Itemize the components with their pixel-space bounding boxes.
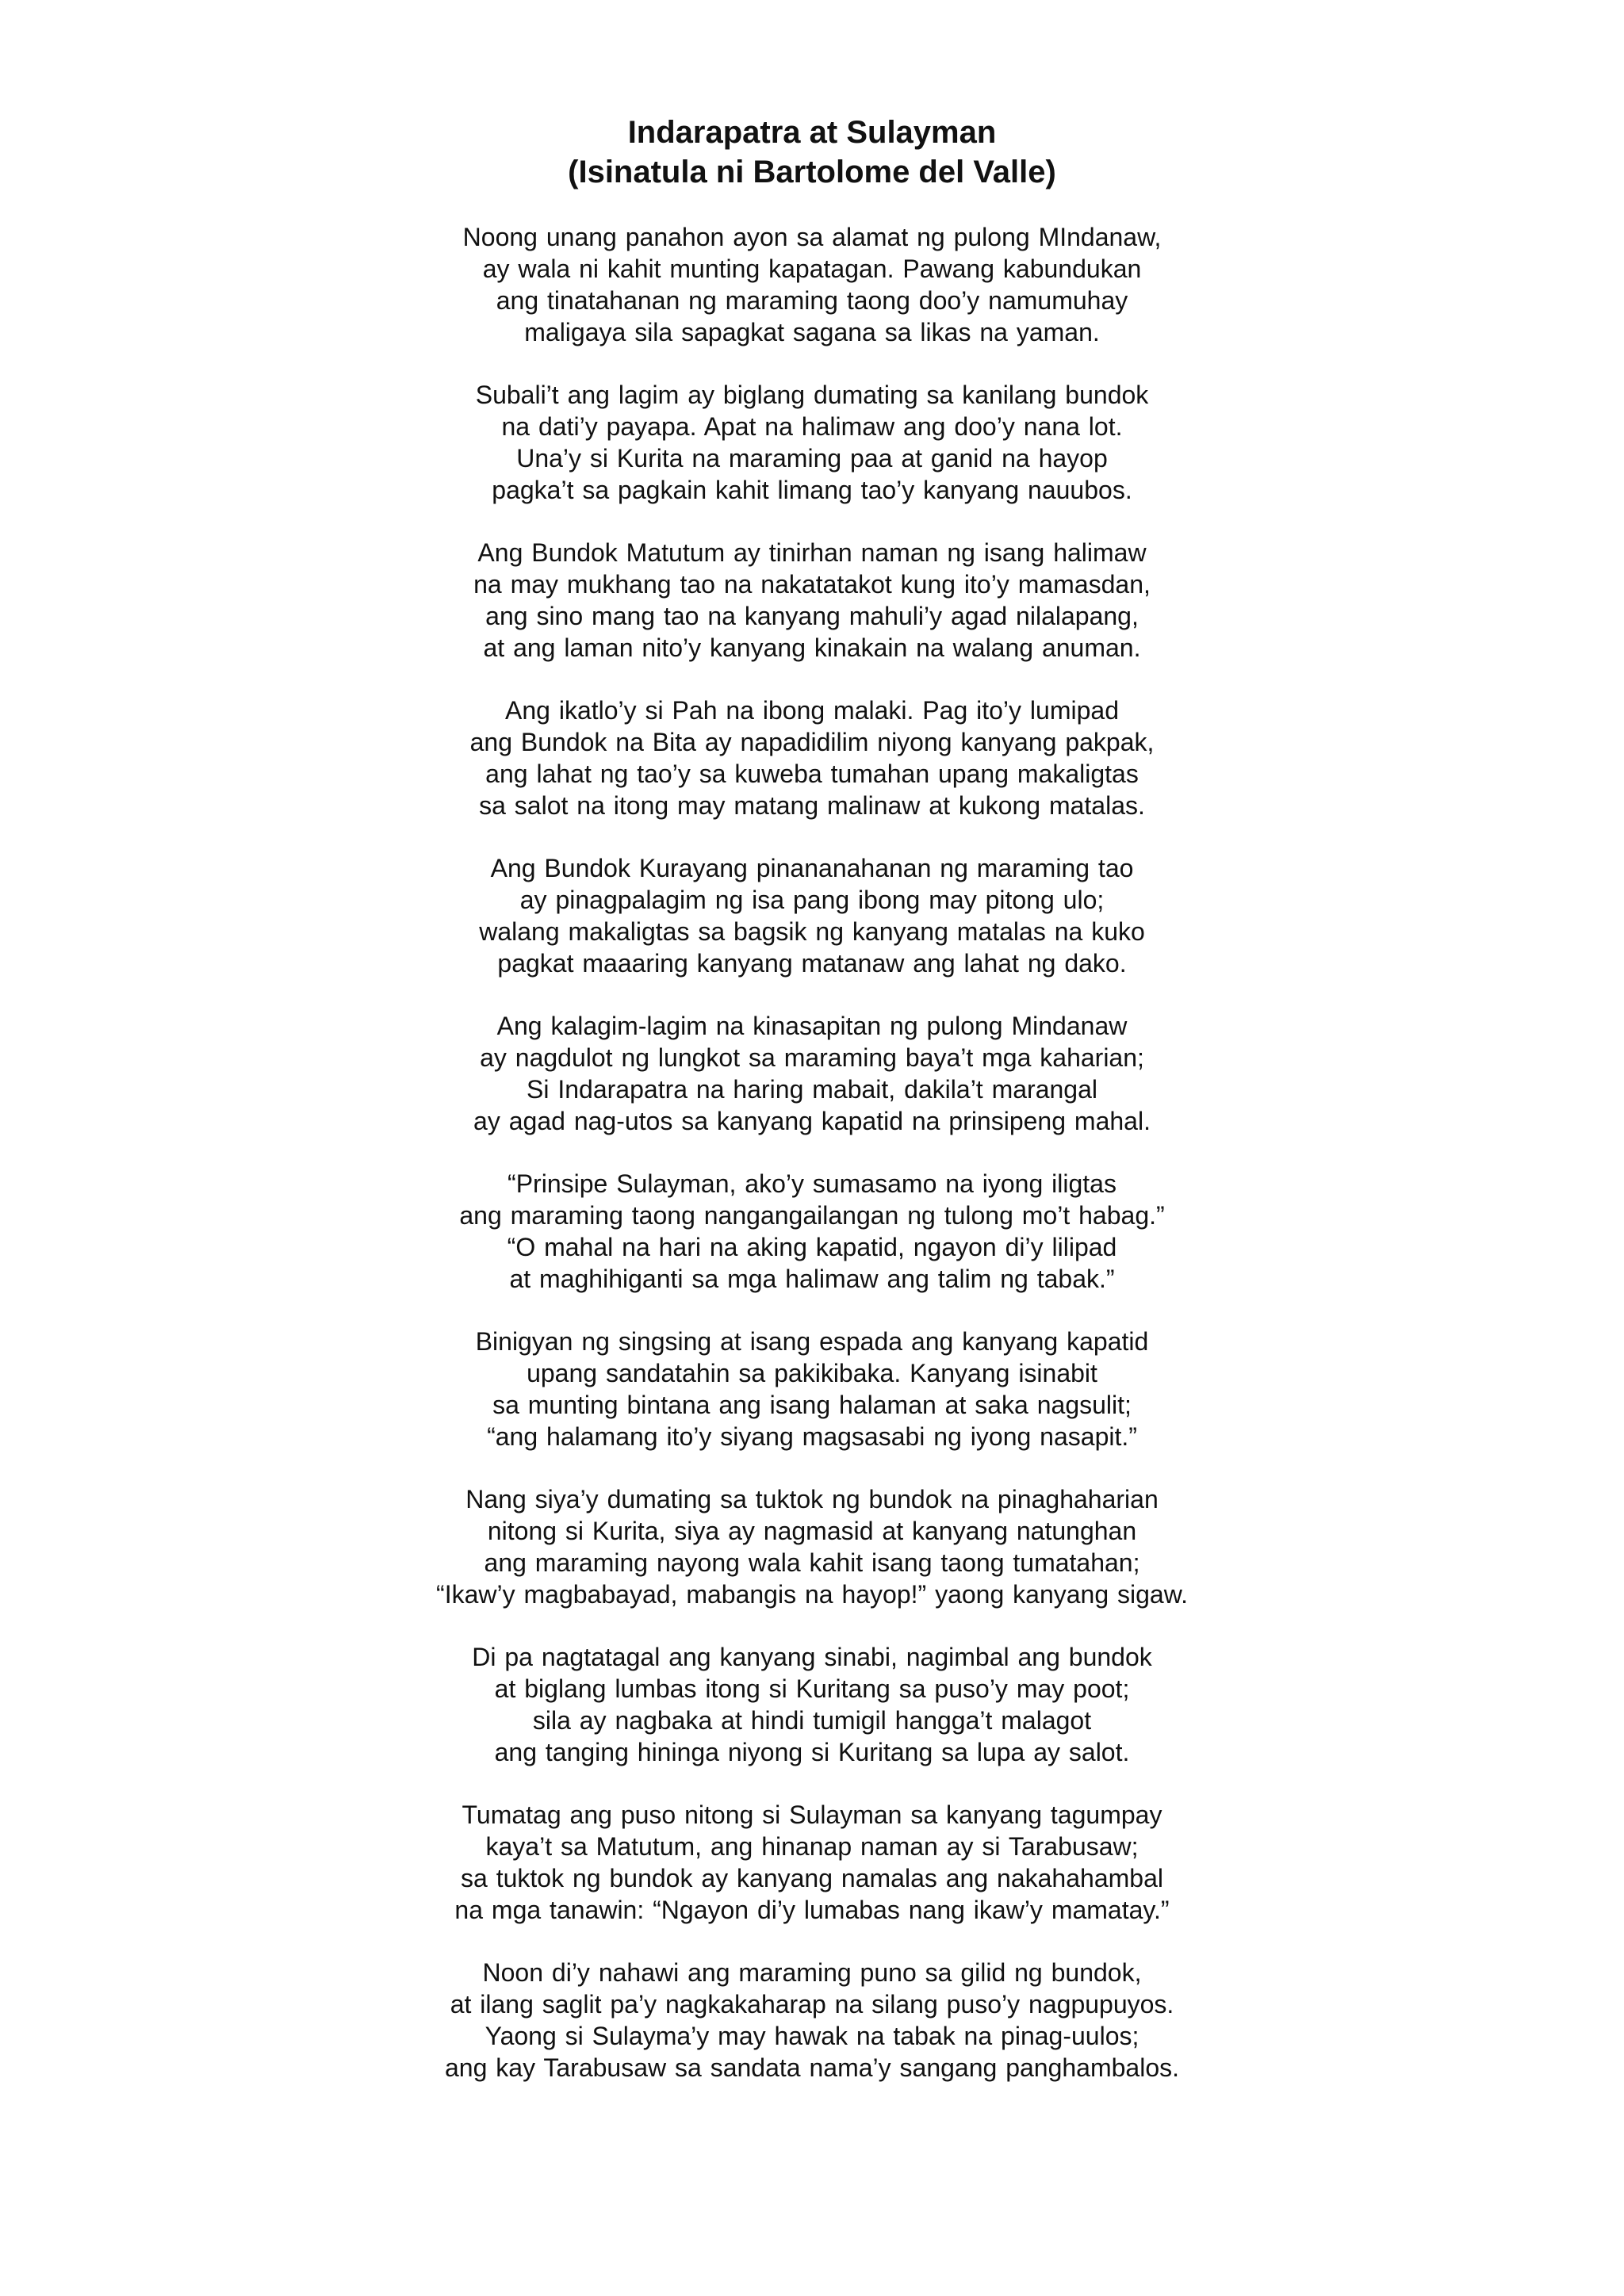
- poem-line: Ang ikatlo’y si Pah na ibong malaki. Pag ito’y lumipad: [505, 696, 1119, 725]
- poem-line: ay agad nag-utos sa kanyang kapatid na prinsipeng mahal.: [473, 1107, 1151, 1135]
- poem-line: at maghihiganti sa mga halimaw ang talim ng tabak.”: [509, 1265, 1115, 1293]
- poem-line: “Prinsipe Sulayman, ako’y sumasamo na iyong iligtas: [508, 1169, 1116, 1198]
- poem-line: ang kay Tarabusaw sa sandata nama’y sangang panghambalos.: [444, 2053, 1180, 2082]
- poem-line: ang lahat ng tao’y sa kuweba tumahan upang makaligtas: [485, 760, 1139, 788]
- poem-line: ang tanging hininga niyong si Kuritang sa lupa ay salot.: [494, 1738, 1130, 1766]
- stanza: [0, 1010, 1624, 1137]
- poem-line: ang tinatahanan ng maraming taong doo’y namumuhay: [496, 286, 1128, 315]
- title-block: [0, 113, 1624, 192]
- poem-line: Si Indarapatra na haring mabait, dakila’t marangal: [527, 1075, 1097, 1104]
- stanza: [0, 1957, 1624, 2084]
- poem-line: at ilang saglit pa’y nagkakaharap na silang puso’y nagpupuyos.: [450, 1990, 1174, 2019]
- poem-line: nitong si Kurita, siya ay nagmasid at kanyang natunghan: [487, 1517, 1137, 1545]
- poem-line: Noon di’y nahawi ang maraming puno sa gilid ng bundok,: [482, 1958, 1142, 1987]
- stanza: [0, 1641, 1624, 1768]
- stanza: [0, 221, 1624, 348]
- poem-line: “O mahal na hari na aking kapatid, ngayon di’y lilipad: [507, 1233, 1117, 1261]
- poem-line: ay pinagpalagim ng isa pang ibong may pitong ulo;: [519, 886, 1105, 914]
- stanza: [0, 852, 1624, 979]
- poem-line: ang maraming nayong wala kahit isang taong tumatahan;: [484, 1548, 1140, 1577]
- poem-line: Di pa nagtatagal ang kanyang sinabi, nagimbal ang bundok: [472, 1643, 1152, 1671]
- poem-line: at ang laman nito’y kanyang kinakain na walang anuman.: [483, 633, 1141, 662]
- poem-line: Ang Bundok Matutum ay tinirhan naman ng isang halimaw: [477, 538, 1147, 567]
- stanza: [0, 695, 1624, 821]
- stanza: [0, 1799, 1624, 1926]
- poem-line: ay wala ni kahit munting kapatagan. Pawang kabundukan: [482, 254, 1142, 283]
- stanza: [0, 1326, 1624, 1452]
- poem-line: Binigyan ng singsing at isang espada ang kanyang kapatid: [475, 1327, 1149, 1356]
- poem-line: pagka’t sa pagkain kahit limang tao’y kanyang nauubos.: [492, 476, 1132, 504]
- poem-line: sa munting bintana ang isang halaman at saka nagsulit;: [492, 1391, 1132, 1419]
- poem-line: “ang halamang ito’y siyang magsasabi ng iyong nasapit.”: [487, 1422, 1137, 1451]
- stanza: [0, 379, 1624, 506]
- poem-line: na dati’y payapa. Apat na halimaw ang doo’y nana lot.: [501, 412, 1123, 441]
- poem-line: ay nagdulot ng lungkot sa maraming baya’t mga kaharian;: [480, 1043, 1144, 1072]
- poem-line: na mga tanawin: “Ngayon di’y lumabas nang ikaw’y mamatay.”: [454, 1896, 1170, 1924]
- poem-line: upang sandatahin sa pakikibaka. Kanyang isinabit: [527, 1359, 1097, 1387]
- poem-line: walang makaligtas sa bagsik ng kanyang matalas na kuko: [479, 917, 1145, 946]
- poem-subtitle: (Isinatula ni Bartolome del Valle): [568, 155, 1056, 189]
- poem-line: Yaong si Sulayma’y may hawak na tabak na pinag-uulos;: [485, 2022, 1139, 2050]
- poem-line: ang maraming taong nangangailangan ng tulong mo’t habag.”: [459, 1201, 1165, 1230]
- poem-line: Ang kalagim-lagim na kinasapitan ng pulong Mindanaw: [496, 1012, 1128, 1040]
- poem-line: Ang Bundok Kurayang pinananahanan ng maraming tao: [490, 854, 1134, 882]
- poem-line: at biglang lumbas itong si Kuritang sa puso’y may poot;: [494, 1674, 1130, 1703]
- poem-line: ang sino mang tao na kanyang mahuli’y agad nilalapang,: [485, 602, 1139, 630]
- poem-line: Subali’t ang lagim ay biglang dumating sa kanilang bundok: [475, 381, 1149, 409]
- poem-line: maligaya sila sapagkat sagana sa likas na yaman.: [524, 318, 1100, 346]
- poem-line: Una’y si Kurita na maraming paa at ganid na hayop: [516, 444, 1108, 473]
- poem-line: ang Bundok na Bita ay napadidilim niyong kanyang pakpak,: [469, 728, 1155, 756]
- poem-line: sila ay nagbaka at hindi tumigil hangga’t malagot: [532, 1706, 1092, 1735]
- poem-line: “Ikaw’y magbabayad, mabangis na hayop!” yaong kanyang sigaw.: [436, 1580, 1188, 1609]
- poem-line: Nang siya’y dumating sa tuktok ng bundok na pinaghaharian: [465, 1485, 1159, 1513]
- stanza: [0, 537, 1624, 664]
- poem-line: sa salot na itong may matang malinaw at kukong matalas.: [479, 791, 1145, 820]
- poem-line: Noong unang panahon ayon sa alamat ng pulong MIndanaw,: [462, 223, 1162, 251]
- poem-line: Tumatag ang puso nitong si Sulayman sa kanyang tagumpay: [462, 1800, 1162, 1829]
- poem-line: kaya’t sa Matutum, ang hinanap naman ay si Tarabusaw;: [485, 1832, 1139, 1861]
- poem-line: na may mukhang tao na nakatatakot kung ito’y mamasdan,: [473, 570, 1151, 599]
- poem-body: [0, 221, 1624, 2114]
- stanza: [0, 1168, 1624, 1295]
- stanza: [0, 1483, 1624, 1610]
- poem-line: sa tuktok ng bundok ay kanyang namalas ang nakahahambal: [461, 1864, 1163, 1892]
- poem-line: pagkat maaaring kanyang matanaw ang lahat ng dako.: [497, 949, 1127, 978]
- poem-title: Indarapatra at Sulayman: [627, 115, 997, 150]
